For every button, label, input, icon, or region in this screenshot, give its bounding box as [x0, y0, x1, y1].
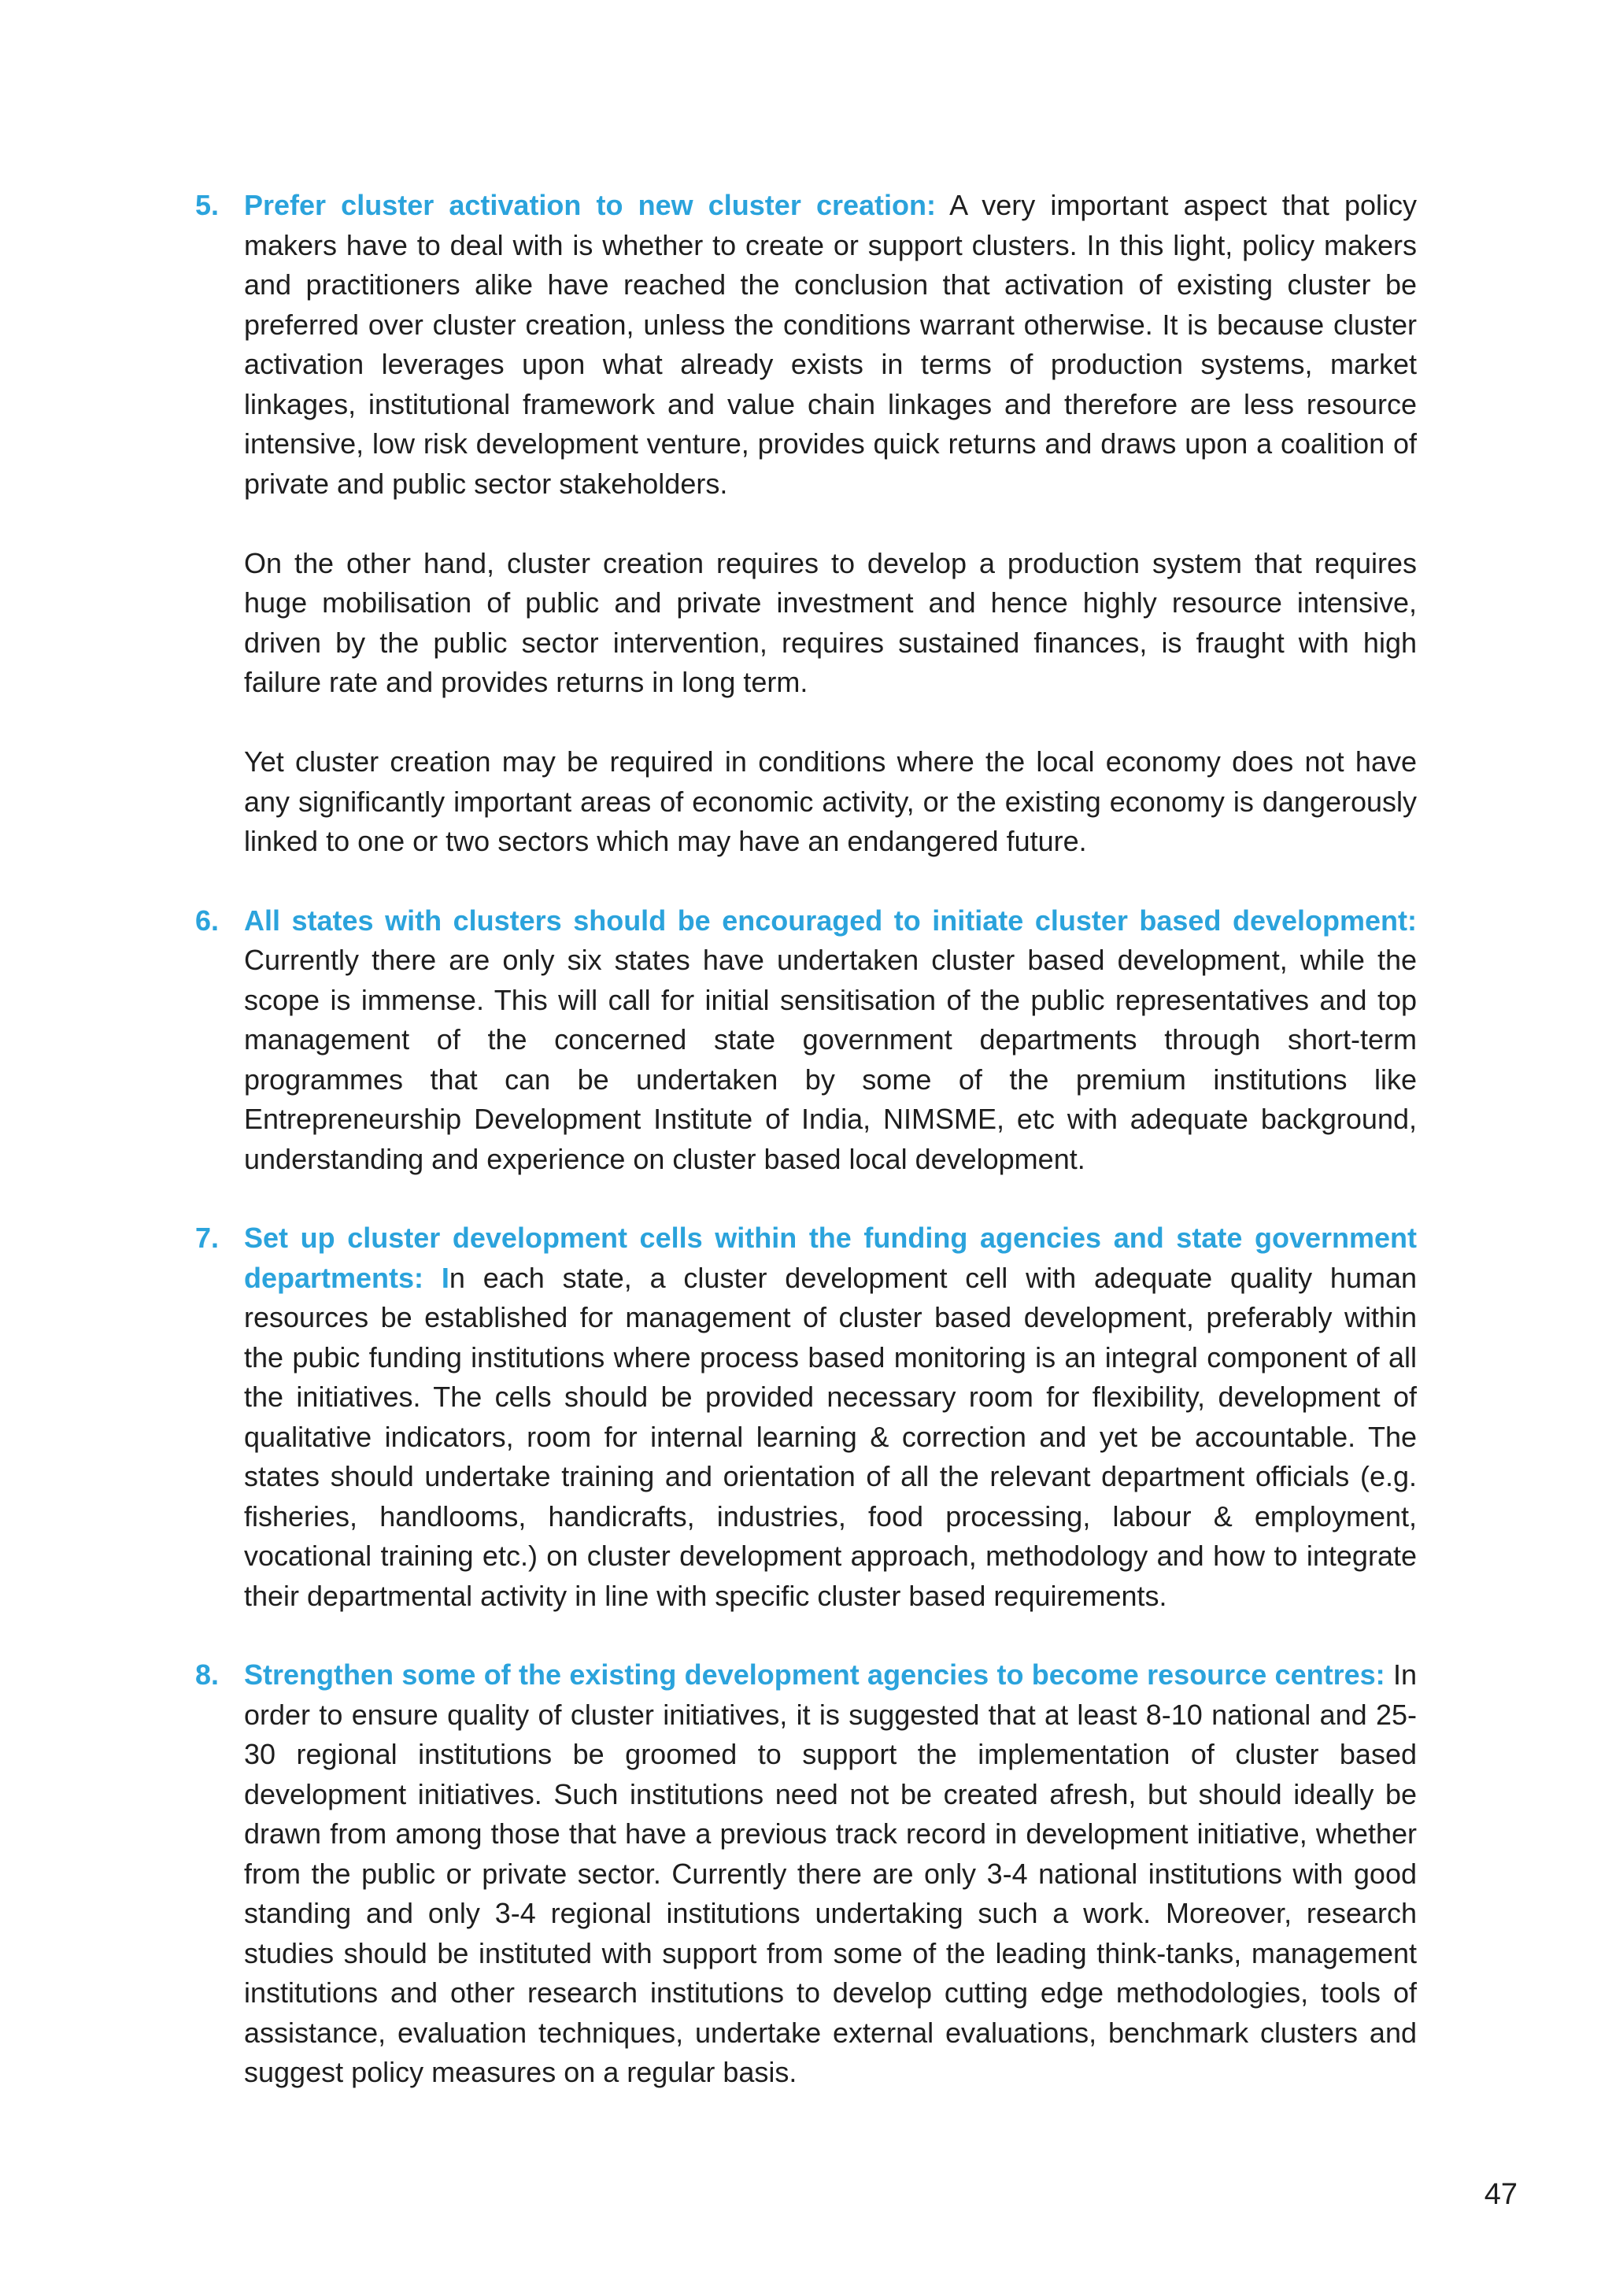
item-heading: Strengthen some of the existing development agencies to become resource centres: — [244, 1658, 1385, 1691]
item-text: Currently there are only six states have undertaken cluster based development, while the scope is immense. This will call for initial sensitisation of the public representatives and top management of the concerned state government departments through short-term programmes that can be undertaken by some of the premium institutions like Entrepreneurship Development Institute of India, NIMSME, etc with adequate background, understanding and experience on cluster based local development. — [244, 944, 1417, 1175]
item-paragraph — [244, 186, 1417, 504]
item-number: 7. — [195, 1222, 220, 1254]
item-paragraph — [244, 1218, 1417, 1616]
item-paragraph — [244, 901, 1417, 1180]
item-number: 5. — [195, 189, 220, 221]
recommendation-8 — [195, 1655, 1417, 2093]
item-text: A very important aspect that policy makers have to deal with is whether to create or support clusters. In this light, policy makers and practitioners alike have reached the conclusion that activation of existing cluster be preferred over cluster creation, unless the conditions warrant otherwise. It is because cluster activation leverages upon what already exists in terms of production systems, market linkages, institutional framework and value chain linkages and therefore are less resource intensive, low risk development venture, provides quick returns and draws upon a coalition of private and public sector stakeholders. — [244, 189, 1417, 500]
item-paragraph: On the other hand, cluster creation requires to develop a production system that requires huge mobilisation of public and private investment and hence highly resource intensive, driven by the public sector intervention, requires sustained finances, is fraught with high failure rate and provides returns in long term. — [244, 546, 1417, 698]
page-number: 47 — [1484, 2178, 1518, 2211]
item-text: In order to ensure quality of cluster initiatives, it is suggested that at least 8-10 national and 25-30 regional institutions be groomed to support the implementation of cluster based development initiatives. Such institutions need not be created afresh, but should ideally be drawn from among those that have a previous track record in development initiative, whether from the public or private sector. Currently there are only 3-4 national institutions with good standing and only 3-4 regional institutions undertaking such a work. Moreover, research studies should be instituted with support from some of the leading think-tanks, management institutions and other research institutions to develop cutting edge methodologies, tools of assistance, evaluation techniques, undertake external evaluations, benchmark clusters and suggest policy measures on a regular basis. — [244, 1658, 1417, 2088]
item-heading: Prefer cluster activation to new cluster creation: — [244, 189, 936, 221]
recommendation-5 — [195, 186, 1417, 862]
item-heading: All states with clusters should be encouraged to initiate cluster based development: — [244, 904, 1417, 937]
recommendation-6 — [195, 901, 1417, 1180]
item-paragraph — [244, 1655, 1417, 2093]
recommendation-7 — [195, 1218, 1417, 1616]
recommendations-list — [195, 186, 1417, 2093]
item-heading: Set up cluster development cells within the funding agencies and state government departments: I — [244, 1222, 1417, 1294]
item-number: 6. — [195, 904, 220, 937]
item-text: n each state, a cluster development cell with adequate quality human resources be established for management of cluster based development, preferably within the pubic funding institutions where process based monitoring is an integral component of all the initiatives. The cells should be provided necessary room for flexibility, development of qualitative indicators, room for internal learning & correction and yet be accountable. The states should undertake training and orientation of all the relevant department officials (e.g. fisheries, handlooms, handicrafts, industries, food processing, labour & employment, vocational training etc.) on cluster development approach, methodology and how to integrate their departmental activity in line with specific cluster based requirements. — [244, 1261, 1417, 1612]
item-number: 8. — [195, 1658, 220, 1691]
item-paragraph: Yet cluster creation may be required in conditions where the local economy does not have any significantly important areas of economic activity, or the existing economy is dangerously linked to one or two sectors which may have an endangered future. — [244, 745, 1417, 857]
